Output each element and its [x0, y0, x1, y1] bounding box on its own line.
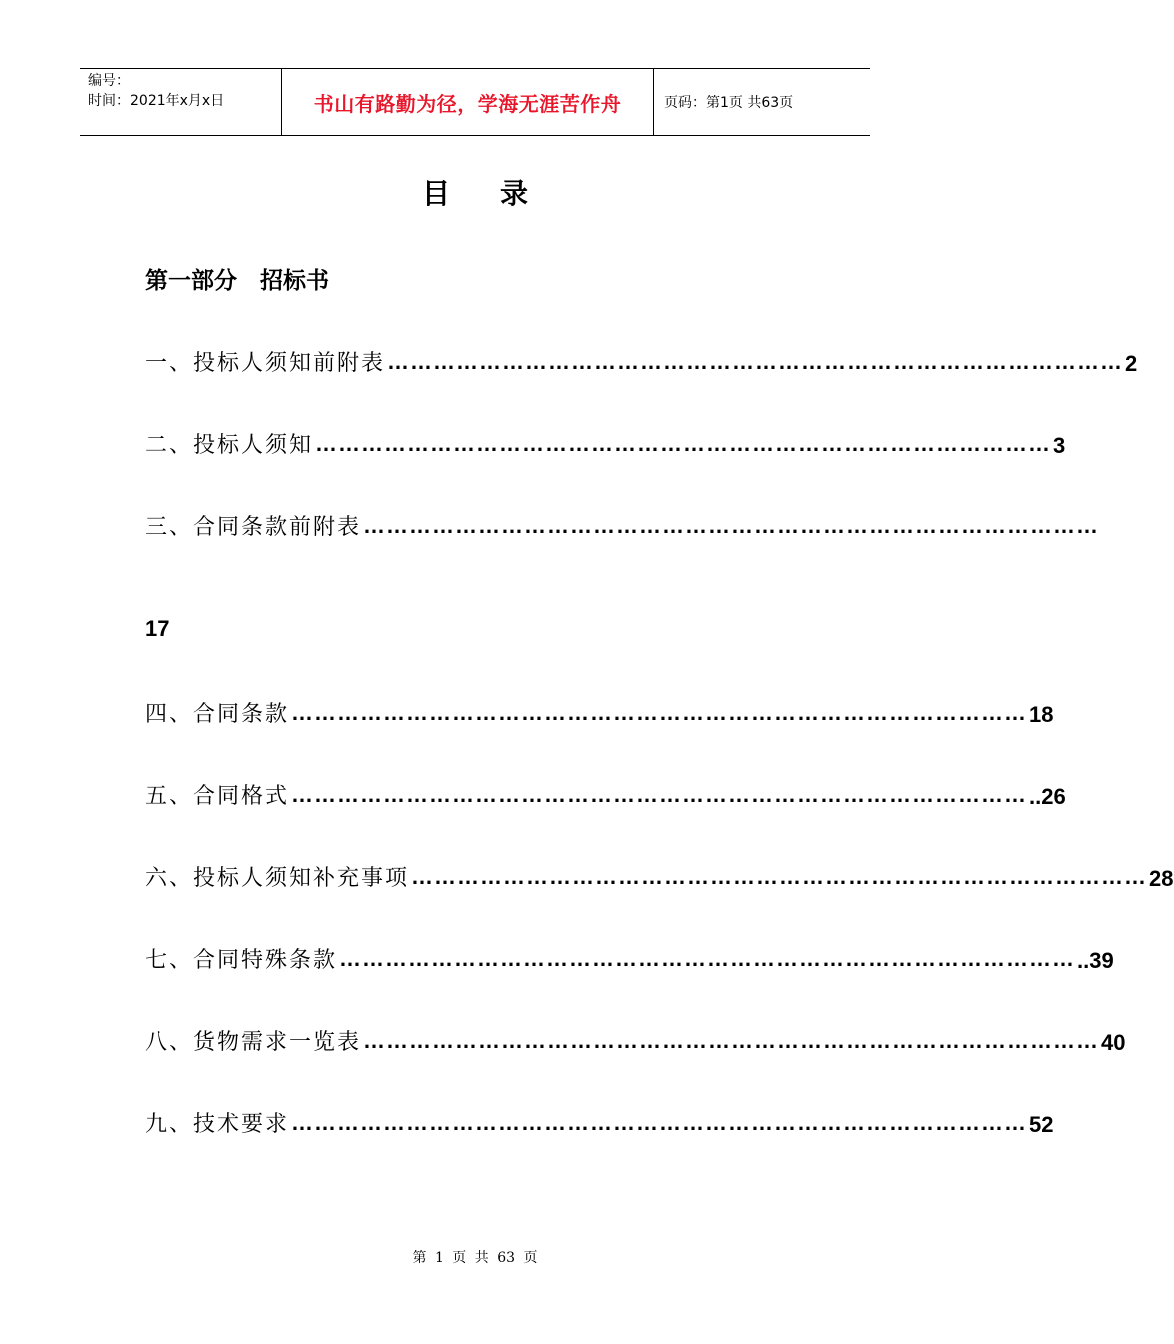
toc-page-number: 28	[1149, 866, 1174, 891]
toc-leader-dots: ……………………………………………………………………………………	[387, 349, 1124, 374]
header-time-label: 时间：2021年x月x日	[88, 93, 225, 109]
page-footer: 第 1 页 共 63 页	[412, 1250, 538, 1266]
toc-entry-label: 六、投标人须知补充事项	[145, 866, 410, 891]
toc-leader-dots: ……………………………………………………………………………………	[291, 700, 1028, 725]
toc-page-number: 2	[1125, 351, 1138, 376]
toc-page-number: 40	[1101, 1030, 1126, 1055]
toc-entry-label: 二、投标人须知	[145, 433, 314, 458]
toc-entry[interactable]	[145, 1024, 1126, 1056]
toc-entry[interactable]	[145, 778, 1066, 810]
toc-entry[interactable]	[145, 696, 1054, 728]
toc-leader-dots: ……………………………………………………………………………………	[291, 1110, 1028, 1135]
toc-entry-label: 三、合同条款前附表	[145, 515, 362, 540]
toc-entry[interactable]	[145, 427, 1066, 459]
toc-entry-label: 四、合同条款	[145, 702, 290, 727]
toc-entry-label: 七、合同特殊条款	[145, 948, 338, 973]
toc-leader-dots: ……………………………………………………………………………………	[339, 946, 1076, 971]
header-left-cell	[80, 69, 282, 135]
toc-entry-label: 一、投标人须知前附表	[145, 351, 386, 376]
toc-page-number: ..26	[1029, 784, 1066, 809]
toc-entry-label: 九、技术要求	[145, 1112, 290, 1137]
page-title: 目录	[421, 177, 578, 210]
toc-entry-label: 八、货物需求一览表	[145, 1030, 362, 1055]
toc-page-number: 18	[1029, 702, 1054, 727]
toc-wrapped-page-number: 17	[145, 616, 170, 641]
toc-entry[interactable]	[145, 509, 1100, 541]
toc-page-number: ..39	[1077, 948, 1114, 973]
toc-leader-dots: ……………………………………………………………………………………	[411, 864, 1148, 889]
header-number-label: 编号：	[88, 73, 130, 89]
toc-leader-dots: ……………………………………………………………………………………	[363, 513, 1100, 538]
toc-page-number: 52	[1029, 1112, 1054, 1137]
header-page-info: 页码：第1页 共63页	[664, 95, 794, 111]
toc-entry[interactable]	[145, 860, 1174, 892]
toc-entry[interactable]	[145, 1106, 1054, 1138]
toc-entry-label: 五、合同格式	[145, 784, 290, 809]
toc-leader-dots: ……………………………………………………………………………………	[363, 1028, 1100, 1053]
toc-page-number: 3	[1053, 433, 1066, 458]
section-heading: 第一部分 招标书	[145, 268, 329, 294]
toc-leader-dots: ……………………………………………………………………………………	[291, 782, 1028, 807]
toc-entry[interactable]	[145, 345, 1138, 377]
toc-leader-dots: ……………………………………………………………………………………	[315, 431, 1052, 456]
toc-entry[interactable]	[145, 942, 1114, 974]
document-header	[80, 68, 870, 136]
header-motto: 书山有路勤为径，学海无涯苦作舟	[282, 69, 654, 135]
